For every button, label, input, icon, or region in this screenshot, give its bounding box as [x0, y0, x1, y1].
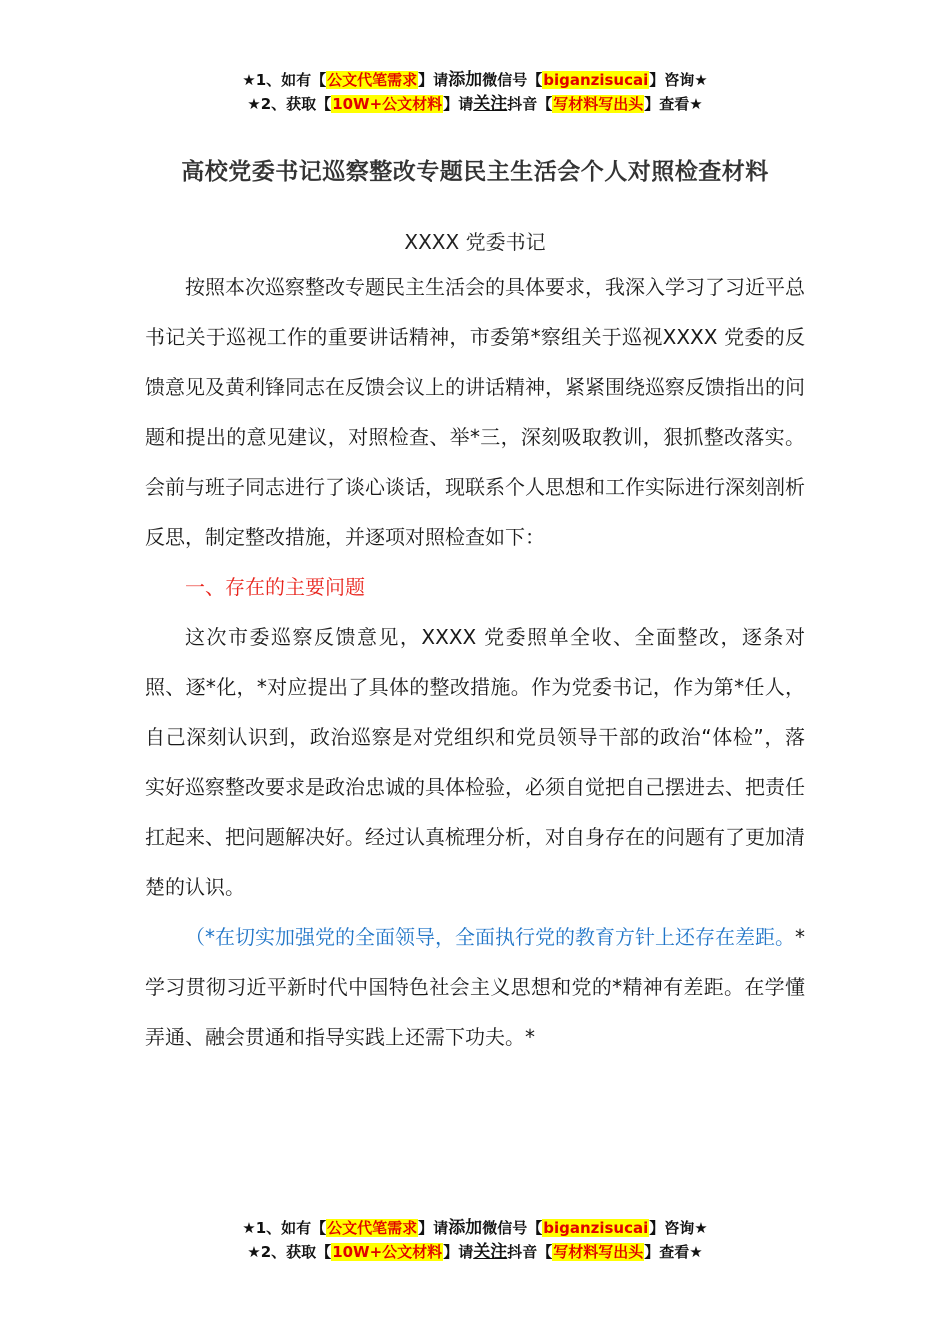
subsection-text: *学习贯彻习近平新时代中国特色社会主义思想和党的*精神有差距。在学懂弄通、融会贯通和指导实践上还需下功夫。* — [145, 925, 805, 1049]
footer-line-1: ★1、如有【公文代笔需求】请添加微信号【biganzisucai】咨询★ — [242, 1218, 708, 1238]
document-body — [145, 150, 805, 1062]
document-title: 高校党委书记巡察整改专题民主生活会个人对照检查材料 — [181, 159, 769, 185]
banner-line-1: ★1、如有【公文代笔需求】请添加微信号【biganzisucai】咨询★ — [242, 70, 708, 90]
header-banner — [0, 68, 950, 116]
section-paragraph: 这次市委巡察反馈意见，XXXX 党委照单全收、全面整改，逐条对照、逐*化，*对应提出了具体的整改措施。作为党委书记，作为第*任人，自己深刻认识到，政治巡察是对党组织和党员领导干部的政治“体检”，落实好巡察整改要求是政治忠诚的具体检验，必须自觉把自己摆进去、把责任扛起来、把问题解决好。经过认真梳理分析，对自身存在的问题有了更加清楚的认识。 — [145, 625, 805, 899]
highlight-service: 公文代笔需求 — [327, 71, 418, 89]
subsection-paragraph — [145, 912, 805, 1062]
highlight-materials: 10W+公文材料 — [332, 95, 443, 113]
highlight-wechat-id: biganzisucai — [543, 71, 649, 89]
footer-banner — [0, 1216, 950, 1264]
intro-paragraph: 按照本次巡察整改专题民主生活会的具体要求，我深入学习了习近平总书记关于巡视工作的重要讲话精神，市委第*察组关于巡视XXXX 党委的反馈意见及黄利锋同志在反馈会议上的讲话精神，紧紧围绕巡察反馈指出的问题和提出的意见建议，对照检查、举*三，深刻吸取教训，狠抓整改落实。会前与班子同志进行了谈心谈话，现联系个人思想和工作实际进行深刻剖析反思，制定整改措施，并逐项对照检查如下： — [145, 275, 805, 549]
section-heading-main-problems: 一、存在的主要问题 — [185, 575, 365, 599]
highlight-douyin-id: 写材料写出头 — [553, 95, 644, 113]
banner-line-2: ★2、获取【10W+公文材料】请关注抖音【写材料写出头】查看★ — [247, 94, 703, 114]
footer-line-2: ★2、获取【10W+公文材料】请关注抖音【写材料写出头】查看★ — [247, 1242, 703, 1262]
subsection-heading: （*在切实加强党的全面领导，全面执行党的教育方针上还存在差距。 — [185, 925, 795, 949]
document-author: XXXX 党委书记 — [404, 230, 546, 254]
